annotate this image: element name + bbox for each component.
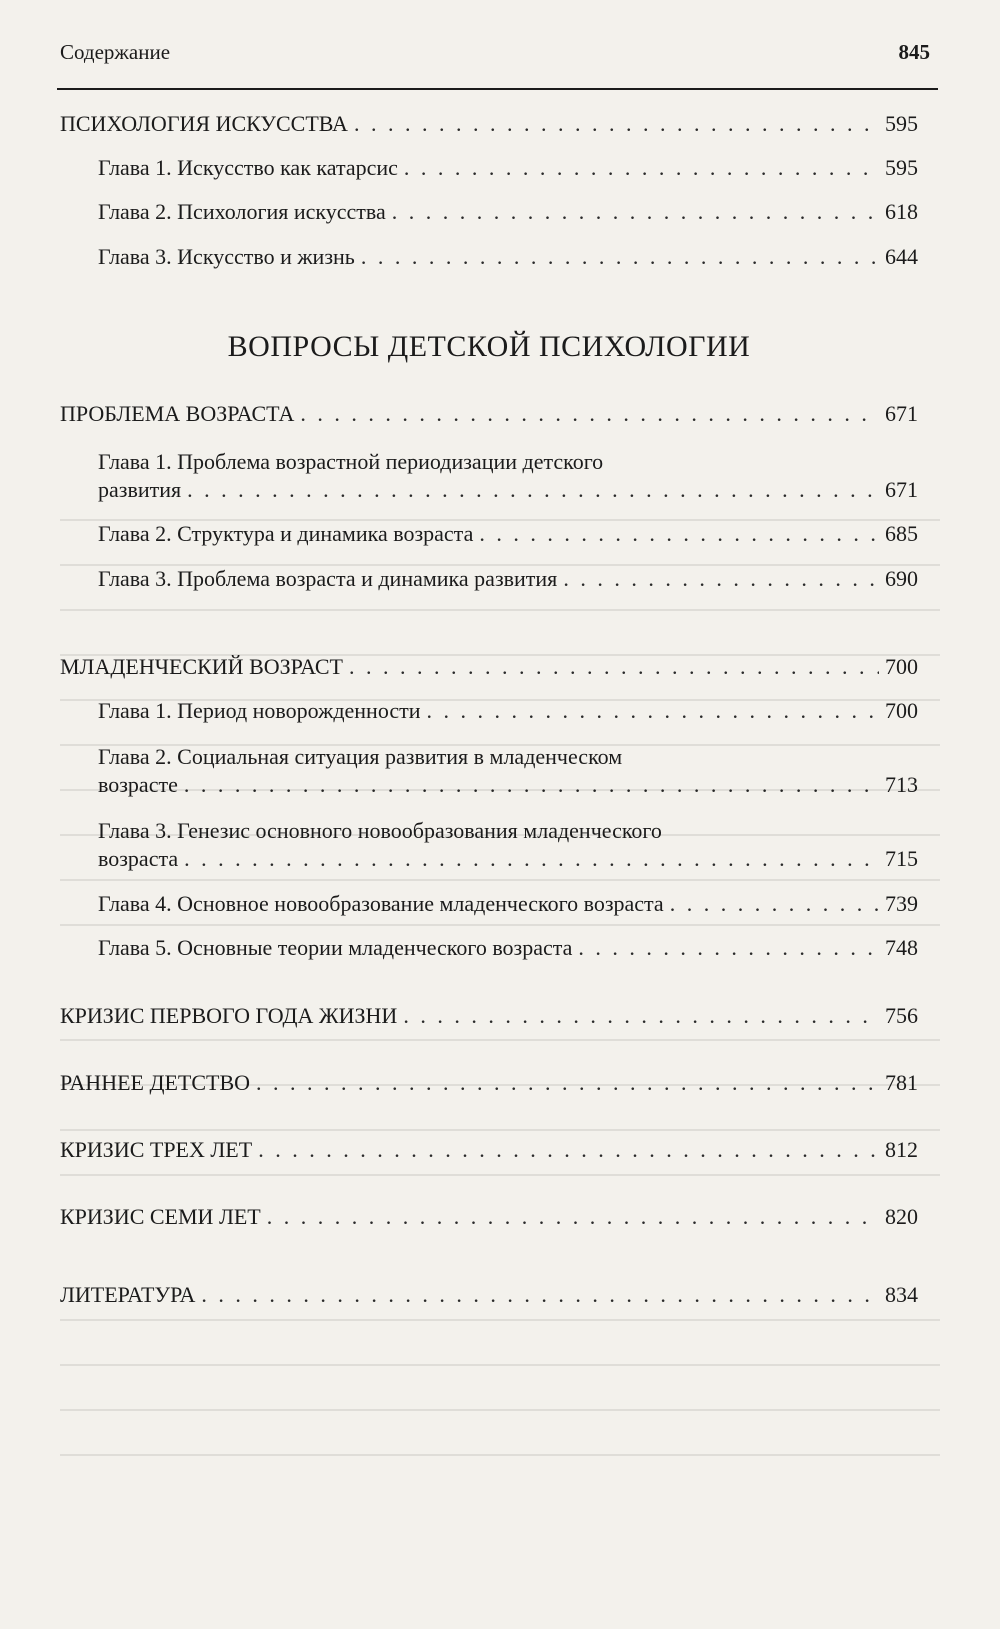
toc-entry-page: 671 xyxy=(885,401,918,426)
leader-dots xyxy=(258,1136,879,1164)
toc-entry-label: Глава 5. Основные теории младенческого возраста xyxy=(98,935,573,960)
header-rule xyxy=(57,88,938,90)
leader-dots xyxy=(267,1203,879,1231)
toc-entry-crisis-first-year[interactable] xyxy=(60,1002,918,1030)
toc-entry-page: 820 xyxy=(885,1204,918,1229)
toc-entry-page: 715 xyxy=(885,846,918,871)
toc-entry-label: ПРОБЛЕМА ВОЗРАСТА xyxy=(60,401,295,426)
toc-entry-early-childhood[interactable] xyxy=(60,1069,918,1097)
toc-entry-label: КРИЗИС ТРЕХ ЛЕТ xyxy=(60,1137,253,1162)
toc-entry-label: КРИЗИС СЕМИ ЛЕТ xyxy=(60,1204,261,1229)
leader-dots xyxy=(354,110,879,138)
toc-entry-age-chapter-1-line1[interactable]: Глава 1. Проблема возрастной периодизации детского xyxy=(98,449,604,474)
toc-entry-label: возрасте xyxy=(98,772,178,797)
leader-dots xyxy=(392,198,879,226)
leader-dots xyxy=(349,653,879,681)
toc-entry-label: МЛАДЕНЧЕСКИЙ ВОЗРАСТ xyxy=(60,654,343,679)
page-number: 845 xyxy=(898,40,930,64)
leader-dots xyxy=(427,697,879,725)
toc-entry-literature[interactable] xyxy=(60,1281,918,1309)
leader-dots xyxy=(403,1002,879,1030)
toc-entry-page: 834 xyxy=(885,1282,918,1307)
leader-dots xyxy=(300,400,879,428)
toc-entry-page: 700 xyxy=(885,654,918,679)
toc-entry-infancy-chapter-2[interactable] xyxy=(98,771,918,799)
section-title: ВОПРОСЫ ДЕТСКОЙ ПСИХОЛОГИИ xyxy=(227,330,751,363)
toc-entry-label: Глава 2. Структура и динамика возраста xyxy=(98,521,474,546)
leader-dots xyxy=(404,154,879,182)
toc-entry-page: 685 xyxy=(885,521,918,546)
toc-entry-infancy-chapter-3-line1[interactable]: Глава 3. Генезис основного новообразования младенческого xyxy=(98,818,662,843)
toc-entry-label: Глава 3. Проблема возраста и динамика развития xyxy=(98,566,558,591)
leader-dots xyxy=(563,565,879,593)
toc-entry-art-chapter-3[interactable] xyxy=(98,243,918,271)
leader-dots xyxy=(201,1281,879,1309)
toc-entry-infancy-chapter-2-line1[interactable]: Глава 2. Социальная ситуация развития в младенческом xyxy=(98,744,623,769)
toc-entry-label: РАННЕЕ ДЕТСТВО xyxy=(60,1070,251,1095)
toc-entry-page: 781 xyxy=(885,1070,918,1095)
toc-entry-label: Глава 1. Искусство как катарсис xyxy=(98,155,398,180)
leader-dots xyxy=(256,1069,879,1097)
toc-entry-page: 618 xyxy=(885,199,918,224)
toc-entry-page: 713 xyxy=(885,772,918,797)
toc-entry-infancy-chapter-5[interactable] xyxy=(98,934,918,962)
toc-entry-label: Глава 2. Психология искусства xyxy=(98,199,386,224)
toc-entry-infancy[interactable] xyxy=(60,653,918,681)
toc-entry-label: возраста xyxy=(98,846,179,871)
leader-dots xyxy=(670,890,879,918)
toc-entry-art-chapter-2[interactable] xyxy=(98,198,918,226)
toc-entry-infancy-chapter-4[interactable] xyxy=(98,890,918,918)
toc-entry-page: 748 xyxy=(885,935,918,960)
toc-entry-age-chapter-2[interactable] xyxy=(98,520,918,548)
toc-entry-page: 690 xyxy=(885,566,918,591)
leader-dots xyxy=(361,243,879,271)
leader-dots xyxy=(184,771,879,799)
toc-entry-label: Глава 3. Искусство и жизнь xyxy=(98,244,355,269)
toc-entry-infancy-chapter-3[interactable] xyxy=(98,845,918,873)
toc-entry-label: Глава 4. Основное новообразование младенческого возраста xyxy=(98,891,664,916)
toc-entry-infancy-chapter-1[interactable] xyxy=(98,697,918,725)
running-head xyxy=(60,40,930,74)
toc-entry-label: Глава 1. Период новорожденности xyxy=(98,698,421,723)
toc-entry-page: 739 xyxy=(885,891,918,916)
toc-entry-page: 595 xyxy=(885,111,918,136)
toc-entry-age-chapter-3[interactable] xyxy=(98,565,918,593)
toc-entry-page: 671 xyxy=(885,477,918,502)
toc-entry-crisis-three[interactable] xyxy=(60,1136,918,1164)
toc-entry-art-chapter-1[interactable] xyxy=(98,154,918,182)
toc-entry-page: 644 xyxy=(885,244,918,269)
leader-dots xyxy=(187,476,879,504)
leader-dots xyxy=(479,520,879,548)
toc-entry-label: КРИЗИС ПЕРВОГО ГОДА ЖИЗНИ xyxy=(60,1003,398,1028)
toc-entry-label: ПСИХОЛОГИЯ ИСКУССТВА xyxy=(60,111,348,136)
toc-entry-age-problem[interactable] xyxy=(60,400,918,428)
leader-dots xyxy=(578,934,879,962)
toc-entry-page: 812 xyxy=(885,1137,918,1162)
toc-entry-crisis-seven[interactable] xyxy=(60,1203,918,1231)
toc-entry-page: 756 xyxy=(885,1003,918,1028)
toc-entry-psychology-of-art[interactable] xyxy=(60,110,918,138)
toc-entry-label: развития xyxy=(98,477,182,502)
toc-entry-label: ЛИТЕРАТУРА xyxy=(60,1282,196,1307)
toc-entry-page: 700 xyxy=(885,698,918,723)
leader-dots xyxy=(184,845,879,873)
running-head-title: Содержание xyxy=(60,40,171,64)
toc-entry-page: 595 xyxy=(885,155,918,180)
toc-entry-age-chapter-1[interactable] xyxy=(98,476,918,504)
